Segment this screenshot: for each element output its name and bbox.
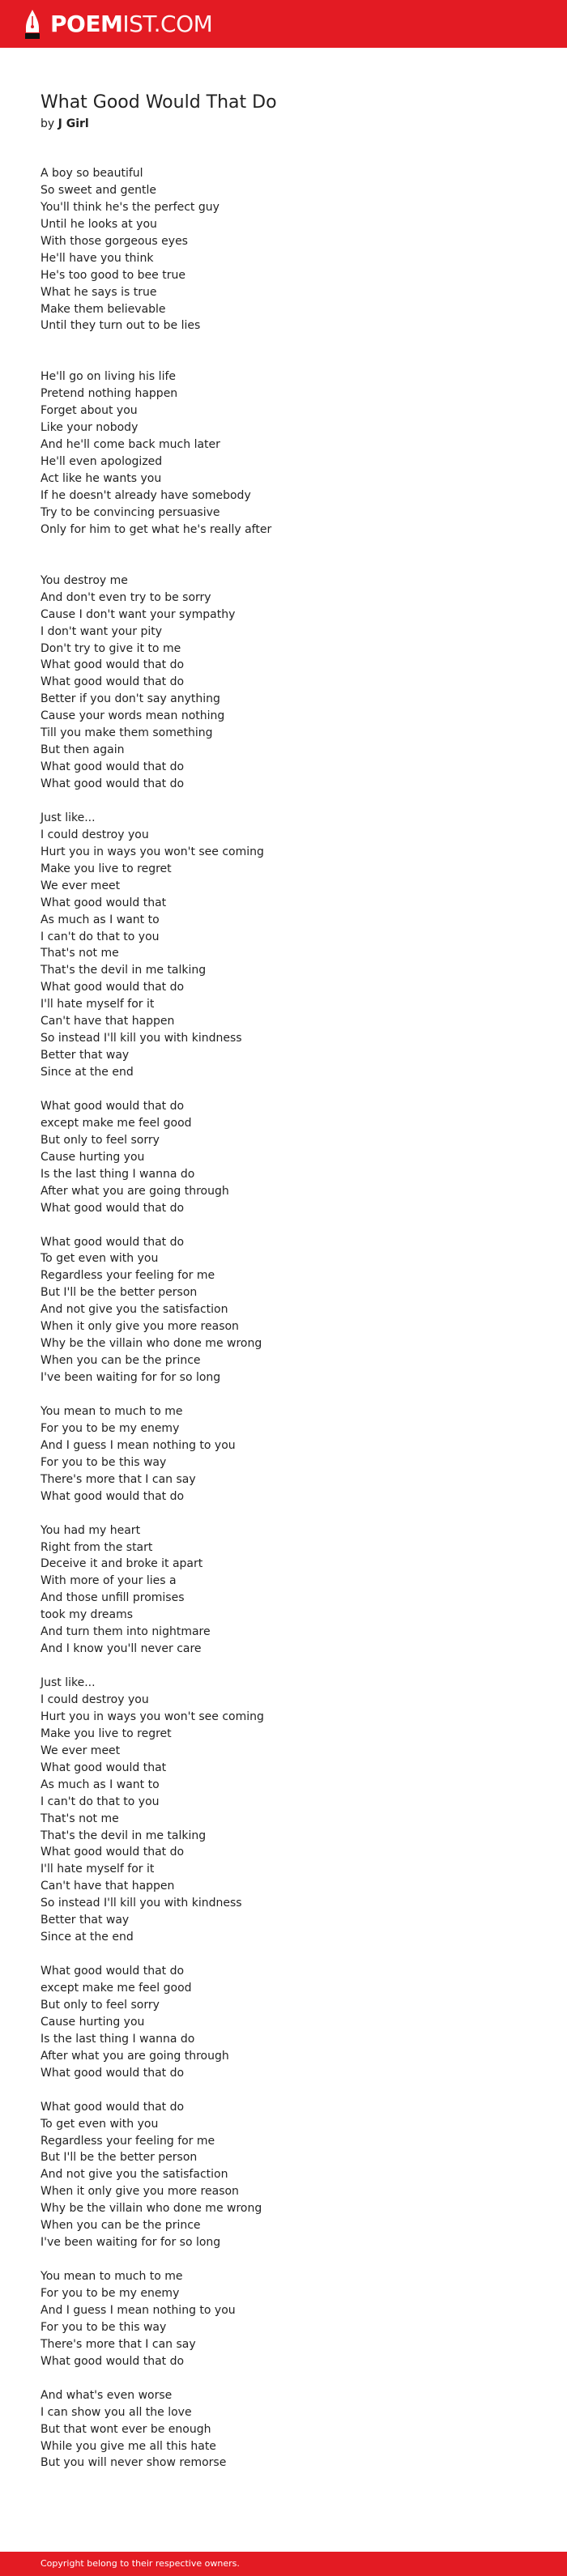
poem-line: For you to be my enemy [40, 1421, 180, 1435]
poem-line: Better that way [40, 1049, 130, 1062]
poem-line: What good would that do [40, 1099, 185, 1113]
poem-line: Until they turn out to be lies [40, 319, 201, 333]
poem-line: Better that way [40, 1914, 130, 1927]
poem-line: What good would that do [40, 981, 185, 994]
poem-line: So instead I'll kill you with kindness [40, 1897, 242, 1910]
poem-line: Just like... [40, 811, 96, 824]
stanza-gap [40, 2082, 526, 2099]
stanza-gap [40, 2251, 526, 2268]
poem-stanza [40, 1963, 526, 2082]
poem-line: You'll think he's the perfect guy [40, 200, 220, 214]
poem-line: But that wont ever be enough [40, 2422, 211, 2436]
poem-line: Make you live to regret [40, 1727, 172, 1740]
poem-line: A boy so beautiful [40, 167, 143, 180]
poem-line: Hurt you in ways you won't see coming [40, 1710, 264, 1723]
logo-text-light: IST.COM [122, 11, 213, 37]
poem-title: What Good Would That Do [40, 92, 277, 113]
poem-line: And not give you the satisfaction [40, 1303, 228, 1317]
poem-line: Cause hurting you [40, 1150, 145, 1164]
copyright-text: Copyright belong to their respective owners. [40, 2558, 240, 2569]
poem-line: We ever meet [40, 879, 121, 892]
poem-line: Forget about you [40, 404, 138, 418]
poem-stanza [40, 573, 526, 793]
poem-article [40, 91, 526, 2472]
poem-stanza [40, 2099, 526, 2251]
poem-line: What good would that do [40, 1201, 185, 1215]
poem-line: And I guess I mean nothing to you [40, 1438, 236, 1452]
poem-line: I can show you all the love [40, 2405, 192, 2419]
poem-author-link[interactable]: J Girl [58, 117, 89, 130]
poem-line: I've been waiting for for so long [40, 2236, 221, 2250]
poem-line: There's more that I can say [40, 2337, 196, 2351]
poem-stanza [40, 2387, 526, 2472]
poem-line: I'll hate myself for it [40, 1863, 155, 1876]
poem-line: Try to be convincing persuasive [40, 505, 220, 519]
poem-line: You destroy me [40, 573, 128, 587]
poem-byline [40, 116, 526, 132]
poem-line: To get even with you [40, 2117, 159, 2131]
poem-stanza [40, 1098, 526, 1217]
poem-line: I don't want your pity [40, 624, 163, 638]
poem-line: What good would that do [40, 675, 185, 689]
poem-line: So instead I'll kill you with kindness [40, 1032, 242, 1045]
poem-line: With those gorgeous eyes [40, 234, 188, 248]
site-logo-text [50, 8, 212, 40]
poem-line: For you to be this way [40, 2320, 167, 2334]
poem-line: So sweet and gentle [40, 183, 156, 197]
poem-line: Only for him to get what he's really after [40, 522, 272, 536]
poem-line: What good would that do [40, 2100, 185, 2114]
poem-line: But only to feel sorry [40, 1133, 160, 1147]
poem-line: But I'll be the better person [40, 1286, 198, 1300]
site-footer [0, 2552, 567, 2576]
poem-line: Regardless your feeling for me [40, 1269, 215, 1283]
stanza-gap [40, 1386, 526, 1403]
poem-line: Make you live to regret [40, 862, 172, 875]
pen-nib-icon [21, 8, 44, 40]
poem-line: I could destroy you [40, 828, 149, 841]
poem-line: With more of your lies a [40, 1574, 177, 1588]
poem-line: For you to be my enemy [40, 2287, 180, 2300]
poem-line: Can't have that happen [40, 1015, 175, 1028]
poem-line: And turn them into nightmare [40, 1625, 211, 1639]
poem-line: What good would that do [40, 760, 185, 774]
poem-line: Better if you don't say anything [40, 692, 220, 706]
poem-line: You mean to much to me [40, 1404, 183, 1418]
poem-line: Deceive it and broke it apart [40, 1557, 203, 1571]
poem-stanza [40, 1522, 526, 1658]
poem-line: except make me feel good [40, 1982, 192, 1995]
poem-line: I can't do that to you [40, 930, 160, 943]
poem-line: I'll hate myself for it [40, 998, 155, 1011]
poem-line: There's more that I can say [40, 1472, 196, 1486]
poem-line: He's too good to bee true [40, 268, 185, 282]
poem-line: We ever meet [40, 1744, 121, 1757]
poem-line: He'll go on living his life [40, 370, 177, 384]
poem-line: What good would that do [40, 2354, 185, 2368]
poem-line: That's not me [40, 1812, 119, 1825]
poem-line: And he'll come back much later [40, 438, 220, 452]
poem-line: What good would that [40, 896, 167, 909]
poem-line: When it only give you more reason [40, 1320, 239, 1334]
poem-line: Why be the villain who done me wrong [40, 1337, 262, 1351]
stanza-gap [40, 539, 526, 573]
poem-line: Hurt you in ways you won't see coming [40, 845, 264, 858]
poem-line: What good would that do [40, 1235, 185, 1249]
poem-line: After what you are going through [40, 1184, 229, 1198]
poem-line: You mean to much to me [40, 2270, 183, 2284]
poem-stanza [40, 2268, 526, 2370]
logo-text-bold: POEM [50, 11, 123, 37]
stanza-gap [40, 793, 526, 810]
poem-line: But you will never show remorse [40, 2456, 227, 2470]
poem-line: For you to be this way [40, 1455, 167, 1469]
site-header [0, 0, 567, 48]
stanza-gap [40, 1658, 526, 1675]
poem-line: I could destroy you [40, 1693, 149, 1706]
poem-stanza [40, 368, 526, 538]
poem-line: But I'll be the better person [40, 2151, 198, 2165]
stanza-gap [40, 1217, 526, 1234]
poem-line: That's the devil in me talking [40, 1829, 207, 1842]
poem-line: except make me feel good [40, 1116, 192, 1130]
poem-line: To get even with you [40, 1252, 159, 1266]
byline-prefix: by [40, 117, 55, 130]
poem-line: Since at the end [40, 1931, 134, 1944]
stanza-gap [40, 1505, 526, 1522]
poem-line: And don't even try to be sorry [40, 590, 211, 604]
poem-line: When you can be the prince [40, 2219, 201, 2233]
poem-line: What good would that do [40, 2066, 185, 2080]
poem-line: Make them believable [40, 302, 166, 316]
poem-line: What good would that do [40, 1489, 185, 1503]
poem-line: What he says is true [40, 285, 157, 299]
poem-line: When it only give you more reason [40, 2185, 239, 2199]
poem-line: When you can be the prince [40, 1354, 201, 1368]
poem-line: I can't do that to you [40, 1795, 160, 1808]
poem-line: Pretend nothing happen [40, 387, 178, 401]
poem-line: Act like he wants you [40, 472, 162, 485]
poem-line: Cause I don't want your sympathy [40, 607, 236, 621]
poem-line: Since at the end [40, 1066, 134, 1079]
poem-stanza [40, 810, 526, 1081]
poem-body [40, 165, 526, 2472]
stanza-gap [40, 1081, 526, 1098]
poem-line: But then again [40, 743, 125, 757]
poem-line: He'll even apologized [40, 455, 163, 469]
poem-line: What good would that do [40, 1965, 185, 1978]
poem-line: Just like... [40, 1676, 96, 1690]
poem-line: took my dreams [40, 1608, 134, 1622]
poem-line: Cause your words mean nothing [40, 709, 225, 723]
poem-line: What good would that do [40, 1846, 185, 1859]
poem-line: Until he looks at you [40, 217, 157, 231]
poem-line: As much as I want to [40, 913, 160, 926]
poem-line: That's the devil in me talking [40, 964, 207, 977]
poem-line: As much as I want to [40, 1778, 160, 1791]
poem-line: After what you are going through [40, 2049, 229, 2063]
poem-line: Cause hurting you [40, 2015, 145, 2029]
stanza-gap [40, 1946, 526, 1963]
poem-line: Can't have that happen [40, 1880, 175, 1893]
poem-stanza [40, 1403, 526, 1505]
poem-line: And I know you'll never care [40, 1642, 202, 1656]
poem-line: You had my heart [40, 1523, 141, 1537]
poem-line: What good would that do [40, 777, 185, 790]
poem-line: And not give you the satisfaction [40, 2168, 228, 2182]
poem-line: Don't try to give it to me [40, 641, 181, 655]
poem-line: What good would that do [40, 658, 185, 672]
poem-line: That's not me [40, 947, 119, 960]
poem-line: And those unfill promises [40, 1591, 185, 1605]
stanza-gap [40, 2370, 526, 2387]
poem-line: But only to feel sorry [40, 1998, 160, 2012]
poem-stanza [40, 165, 526, 334]
poem-line: Is the last thing I wanna do [40, 1167, 195, 1181]
poem-line: I've been waiting for for so long [40, 1371, 221, 1384]
poem-line: Why be the villain who done me wrong [40, 2202, 262, 2216]
poem-line: Like your nobody [40, 421, 139, 435]
poem-line: Regardless your feeling for me [40, 2134, 215, 2148]
poem-stanza [40, 1234, 526, 1386]
poem-line: If he doesn't already have somebody [40, 488, 251, 502]
poem-line: And what's even worse [40, 2388, 173, 2402]
poem-stanza [40, 1675, 526, 1946]
poem-line: What good would that [40, 1761, 167, 1774]
poem-line: He'll have you think [40, 251, 154, 265]
stanza-gap [40, 334, 526, 368]
poem-line: And I guess I mean nothing to you [40, 2303, 236, 2317]
poem-line: Is the last thing I wanna do [40, 2032, 195, 2046]
poem-line: Till you make them something [40, 726, 213, 740]
site-logo[interactable] [21, 8, 212, 40]
poem-line: Right from the start [40, 1540, 153, 1554]
poem-line: While you give me all this hate [40, 2439, 216, 2453]
